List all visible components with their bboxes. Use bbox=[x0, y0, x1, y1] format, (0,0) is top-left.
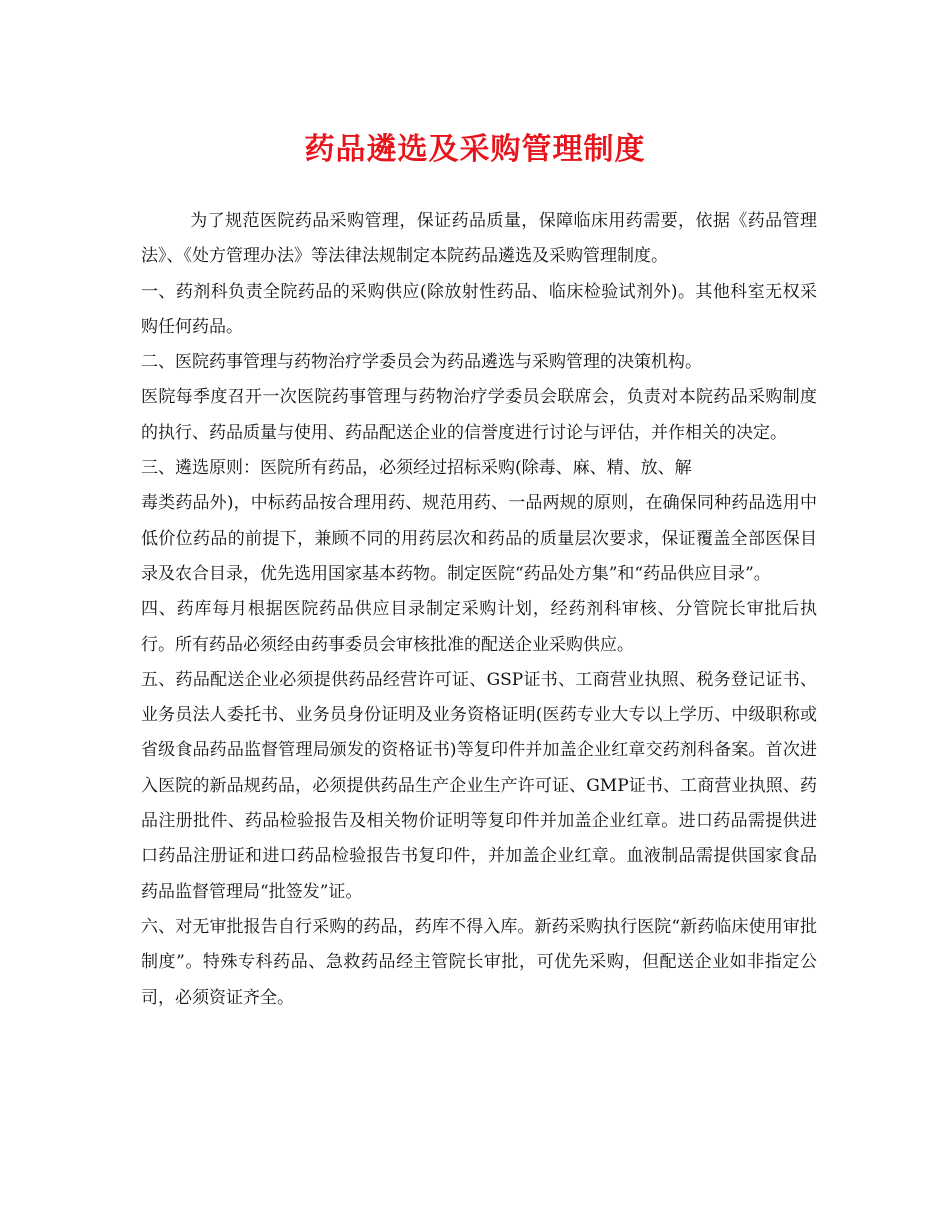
paragraph-clause-3-continued: 毒类药品外)，中标药品按合理用药、规范用药、一品两规的原则，在确保同种药品选用中低价位药品的前提下，兼顾不同的用药层次和药品的质量层次要求，保证覆盖全部医保目录及农合目录，优先选用国家基本药物。制定医院“药品处方集”和“药品供应目录”。 bbox=[141, 493, 817, 584]
document-body bbox=[141, 204, 817, 1016]
paragraph-clause-1: 一、药剂科负责全院药品的采购供应(除放射性药品、临床检验试剂外)。其他科室无权采购任何药品。 bbox=[141, 281, 817, 337]
paragraph-clause-4: 四、药库每月根据医院药品供应目录制定采购计划，经药剂科审核、分管院长审批后执行。所有药品必须经由药事委员会审核批准的配送企业采购供应。 bbox=[141, 599, 817, 655]
paragraph-clause-2-detail: 医院每季度召开一次医院药事管理与药物治疗学委员会联席会，负责对本院药品采购制度的执行、药品质量与使用、药品配送企业的信誉度进行讨论与评估，并作相关的决定。 bbox=[141, 387, 817, 443]
paragraph-clause-3-start: 三、遴选原则：医院所有药品，必须经过招标采购(除毒、麻、精、放、解 bbox=[141, 458, 692, 479]
paragraph-clause-5: 五、药品配送企业必须提供药品经营许可证、GSP证书、工商营业执照、税务登记证书、业务员法人委托书、业务员身份证明及业务资格证明(医药专业大专以上学历、中级职称或省级食品药品监督管理局颁发的资格证书)等复印件并加盖企业红章交药剂科备案。首次进入医院的新品规药品，必须提供药品生产企业生产许可证、GMP证书、工商营业执照、药品注册批件、药品检验报告及相关物价证明等复印件并加盖企业红章。进口药品需提供进口药品注册证和进口药品检验报告书复印件，并加盖企业红章。血液制品需提供国家食品药品监督管理局“批签发”证。 bbox=[141, 669, 817, 902]
paragraph-clause-2: 二、医院药事管理与药物治疗学委员会为药品遴选与采购管理的决策机构。 bbox=[141, 352, 702, 373]
document-title: 药品遴选及采购管理制度 bbox=[304, 132, 646, 167]
paragraph-intro: 为了规范医院药品采购管理，保证药品质量，保障临床用药需要，依据《药品管理法》、《处方管理办法》等法律法规制定本院药品遴选及采购管理制度。 bbox=[141, 211, 817, 267]
paragraph-clause-6: 六、对无审批报告自行采购的药品，药库不得入库。新药采购执行医院“新药临床使用审批制度”。特殊专科药品、急救药品经主管院长审批，可优先采购，但配送企业如非指定公司，必须资证齐全。 bbox=[141, 916, 817, 1008]
